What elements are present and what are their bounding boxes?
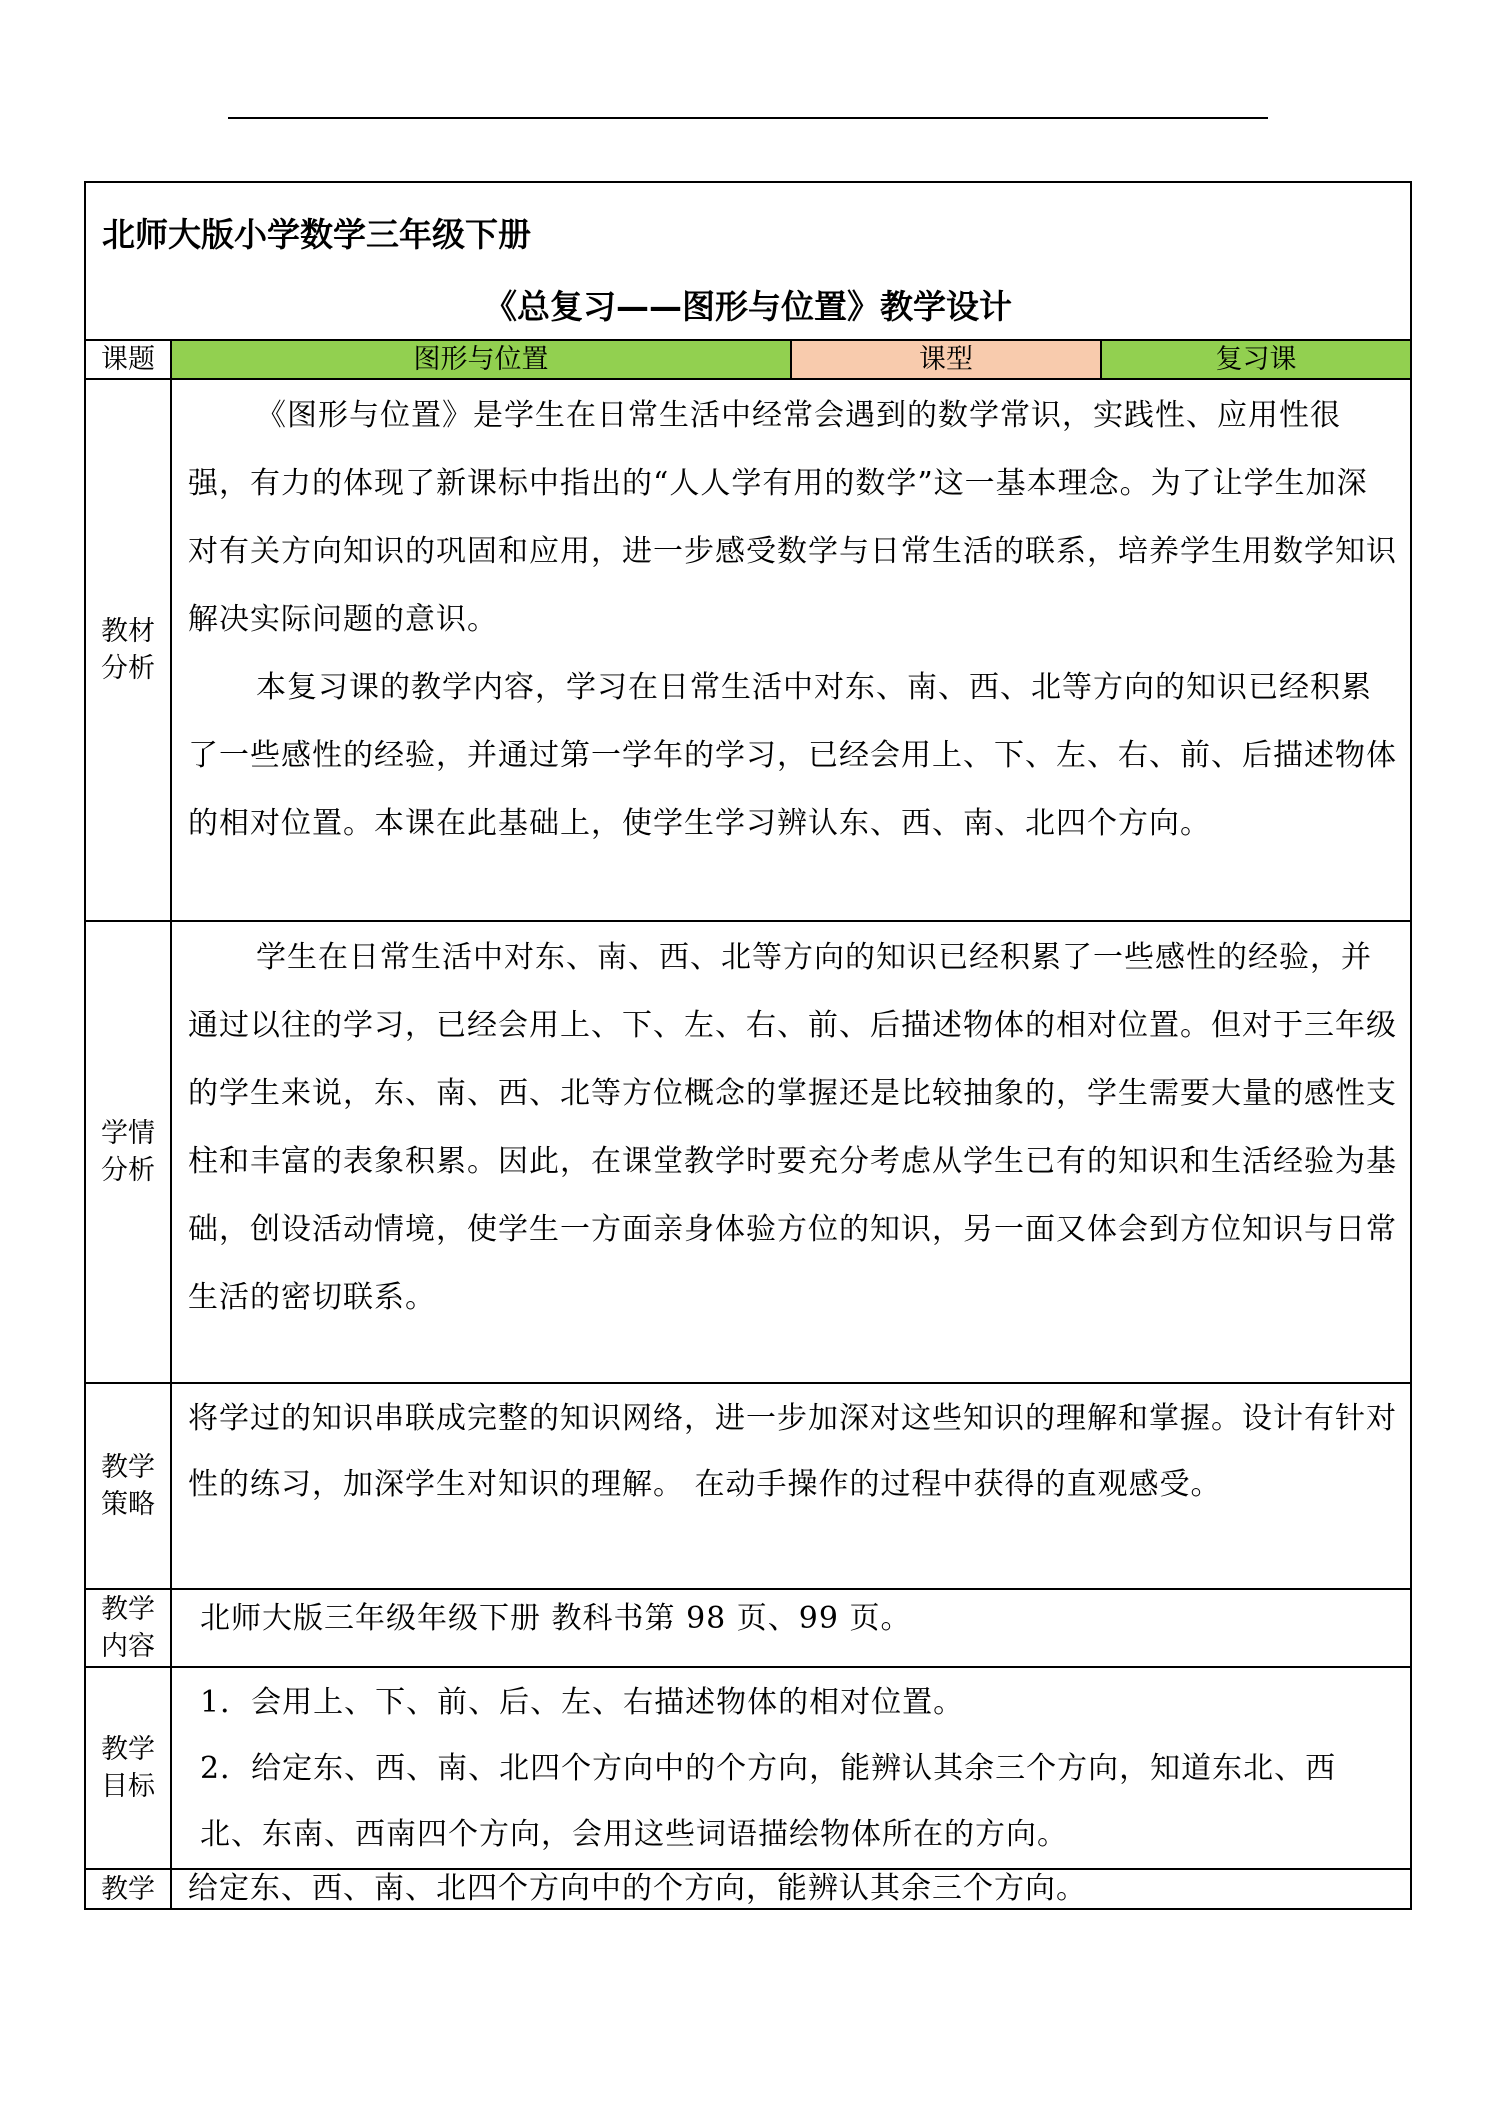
student-analysis-body bbox=[171, 921, 1411, 1383]
type-value: 复习课 bbox=[1101, 340, 1411, 379]
type-label: 课型 bbox=[791, 340, 1101, 379]
goals-item-1: 1．会用上、下、前、后、左、右描述物体的相对位置。 bbox=[200, 1685, 965, 1720]
topic-value: 图形与位置 bbox=[171, 340, 791, 379]
keypoints-label: 教学 bbox=[85, 1869, 171, 1909]
material-paragraph-1: 《图形与位置》是学生在日常生活中经常会遇到的数学常识，实践性、应用性很强，有力的体现了新课标中指出的“人人学有用的数学”这一基本理念。为了让学生加深对有关方向知识的巩固和应用，进一步感受数学与日常生活的联系，培养学生用数学知识解决实际问题的意识。 bbox=[188, 398, 1397, 637]
material-analysis-body bbox=[171, 379, 1411, 921]
keypoints-row bbox=[85, 1869, 1411, 1909]
topic-label: 课题 bbox=[85, 340, 171, 379]
material-analysis-label: 教材 分析 bbox=[85, 379, 171, 921]
student-analysis-label: 学情 分析 bbox=[85, 921, 171, 1383]
content-body bbox=[171, 1589, 1411, 1667]
material-analysis-row bbox=[85, 379, 1411, 921]
strategy-paragraph-1: 将学过的知识串联成完整的知识网络，进一步加深对这些知识的理解和掌握。设计有针对性的练习，加深学生对知识的理解。 在动手操作的过程中获得的直观感受。 bbox=[188, 1401, 1397, 1502]
student-analysis-row bbox=[85, 921, 1411, 1383]
material-paragraph-2: 本复习课的教学内容，学习在日常生活中对东、南、西、北等方向的知识已经积累了一些感性的经验，并通过第一学年的学习，已经会用上、下、左、右、前、后描述物体的相对位置。本课在此基础上，使学生学习辨认东、西、南、北四个方向。 bbox=[188, 670, 1397, 841]
keypoints-body bbox=[171, 1869, 1411, 1909]
content-paragraph-1: 北师大版三年级年级下册 教科书第 98 页、99 页。 bbox=[200, 1601, 912, 1636]
goals-row bbox=[85, 1667, 1411, 1869]
student-paragraph-1: 学生在日常生活中对东、南、西、北等方向的知识已经积累了一些感性的经验，并通过以往的学习，已经会用上、下、左、右、前、后描述物体的相对位置。但对于三年级的学生来说，东、南、西、北等方位概念的掌握还是比较抽象的，学生需要大量的感性支柱和丰富的表象积累。因此，在课堂教学时要充分考虑从学生已有的知识和生活经验为基础，创设活动情境，使学生一方面亲身体验方位的知识，另一面又体会到方位知识与日常生活的密切联系。 bbox=[188, 940, 1397, 1315]
goals-body bbox=[171, 1667, 1411, 1869]
document-subtitle: 《总复习——图形与位置》教学设计 bbox=[484, 287, 1012, 326]
title-row bbox=[85, 182, 1411, 340]
content-label: 教学 内容 bbox=[85, 1589, 171, 1667]
goals-label: 教学 目标 bbox=[85, 1667, 171, 1869]
topic-bar bbox=[85, 340, 1411, 379]
lesson-plan-table bbox=[84, 181, 1412, 1910]
content-row bbox=[85, 1589, 1411, 1667]
goals-item-2: 2．给定东、西、南、北四个方向中的个方向，能辨认其余三个方向，知道东北、西北、东南、西南四个方向，会用这些词语描绘物体所在的方向。 bbox=[200, 1751, 1337, 1852]
header-rule bbox=[228, 117, 1268, 119]
title-cell bbox=[85, 182, 1411, 340]
strategy-body bbox=[171, 1383, 1411, 1589]
strategy-row bbox=[85, 1383, 1411, 1589]
document-title: 北师大版小学数学三年级下册 bbox=[102, 215, 531, 254]
keypoints-paragraph-1: 给定东、西、南、北四个方向中的个方向，能辨认其余三个方向。 bbox=[188, 1871, 1087, 1906]
strategy-label: 教学 策略 bbox=[85, 1383, 171, 1589]
